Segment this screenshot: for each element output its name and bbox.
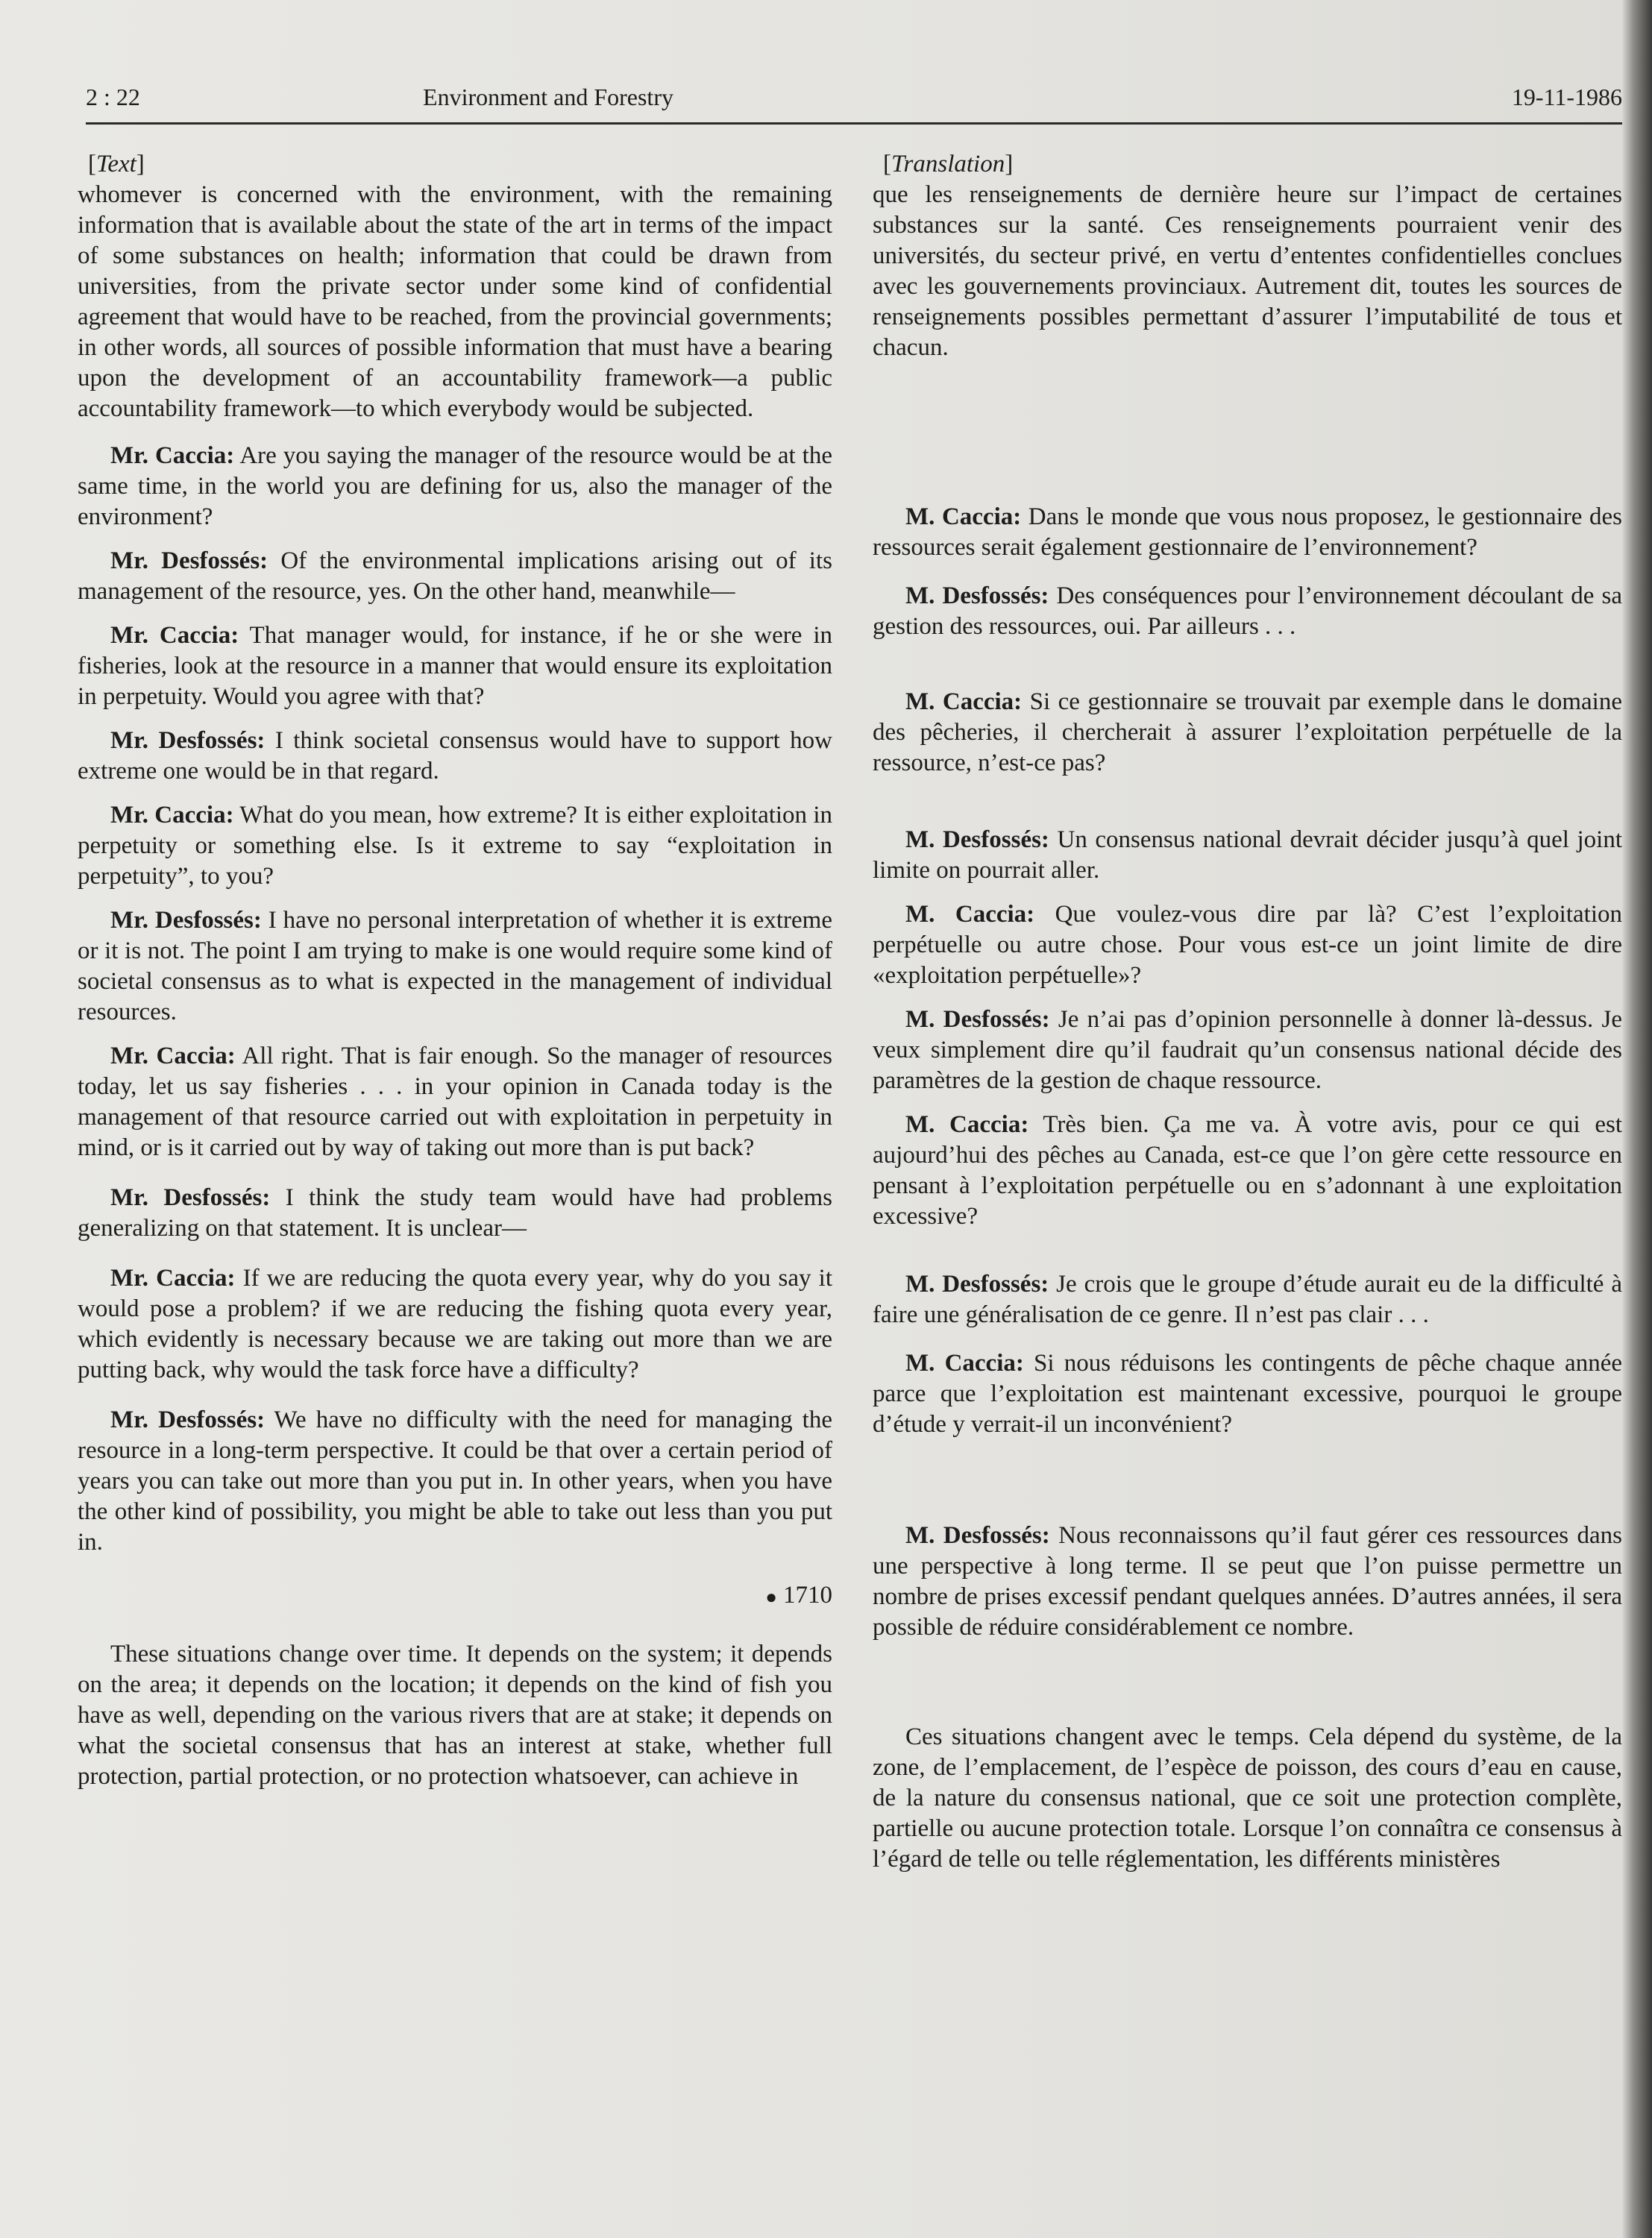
bullet-icon: ● xyxy=(765,1585,777,1608)
page-header xyxy=(86,84,1622,125)
language-label: [Translation] xyxy=(883,151,1014,177)
speech-text: That manager would, for instance, if he or she were in fisheries, look at the resource in a manner that would ensure its exploitation in perpetuity. Would you agree with that? xyxy=(78,622,832,710)
speaker-name: Mr. Caccia: xyxy=(110,442,235,469)
speaker-name: M. Desfossés: xyxy=(905,826,1049,853)
speaker-name: Mr. Desfossés: xyxy=(110,727,266,754)
exchange-paragraph xyxy=(873,1269,1622,1330)
speaker-name: M. Desfossés: xyxy=(905,582,1049,609)
exchange-paragraph xyxy=(873,1110,1622,1232)
speech-text: Un consensus national devrait décider jusqu’à quel joint limite on pourrait aller. xyxy=(873,826,1623,884)
speech-text: What do you mean, how extreme? It is either exploitation in perpetuity or something else. Is it extreme to say “exploitation in perpetuity”, to you? xyxy=(78,802,832,890)
speech-text: I think societal consensus would have to support how extreme one would be in that regard. xyxy=(78,727,832,785)
speech-text: Of the environmental implications arising out of its management of the resource, yes. On the other hand, meanwhile— xyxy=(78,547,832,605)
exchange-paragraph xyxy=(78,1263,832,1386)
speaker-name: M. Desfossés: xyxy=(905,1522,1050,1549)
speech-text: Je crois que le groupe d’étude aurait eu de la difficulté à faire une généralisation de ce genre. Il n’est pas clair . . . xyxy=(873,1271,1622,1328)
speaker-name: Mr. Caccia: xyxy=(110,1043,236,1069)
exchange-paragraph xyxy=(78,726,832,787)
exchange-paragraph xyxy=(873,687,1622,779)
speech-text: Que voulez-vous dire par là? C’est l’exploitation perpétuelle ou autre chose. Pour vous est-ce un joint limite de dire «exploitation perpétuelle»? xyxy=(873,901,1622,989)
speech-text: Are you saying the manager of the resource would be at the same time, in the world you are defining for us, also the manager of the environment? xyxy=(78,442,832,530)
exchange-paragraph xyxy=(78,546,832,607)
exchange-paragraph xyxy=(873,581,1622,642)
exchange-paragraph xyxy=(873,899,1622,991)
speech-text: Dans le monde que vous nous proposez, le gestionnaire des ressources serait également gestionnaire de l’environnement? xyxy=(873,503,1622,561)
page-binding-shadow xyxy=(1622,0,1652,2238)
time-marker: ● 1710 xyxy=(765,1582,832,1609)
speech-text: Très bien. Ça me va. À votre avis, pour ce qui est aujourd’hui des pêches au Canada, est-ce que l’on gère cette ressource en pensant à l’exploitation perpétuelle ou en s’adonnant à une exploitation excessive? xyxy=(873,1111,1622,1230)
exchange-paragraph xyxy=(78,800,832,892)
language-label: [Text] xyxy=(88,151,145,177)
speaker-name: Mr. Desfossés: xyxy=(110,1184,271,1211)
english-column xyxy=(78,149,832,1792)
speech-text: I have no personal interpretation of whether it is extreme or it is not. The point I am trying to make is one would require some kind of societal consensus as to what is expected in the management of individual resources. xyxy=(78,907,832,1025)
exchange-paragraph xyxy=(873,1521,1622,1643)
exchange-paragraph xyxy=(873,825,1622,886)
page-number: 2 : 22 xyxy=(86,84,140,110)
running-title: Environment and Forestry xyxy=(423,84,673,110)
speech-text: We have no difficulty with the need for managing the resource in a long-term perspective. It could be that over a certain period of years you can take out more than you put in. In other years, when you have the other kind of possibility, you might be able to take out less than you put in. xyxy=(78,1406,832,1556)
speaker-name: Mr. Desfossés: xyxy=(110,547,268,574)
exchange-paragraph xyxy=(78,905,832,1028)
speaker-name: M. Caccia: xyxy=(905,1350,1024,1377)
exchange-paragraph xyxy=(873,1005,1622,1096)
speaker-name: M. Caccia: xyxy=(905,901,1035,928)
header-rule xyxy=(86,122,1622,125)
exchange-paragraph xyxy=(78,1405,832,1558)
intro-paragraph: que les renseignements de dernière heure sur l’impact de certaines substances sur la santé. Ces renseignements pourraient venir des universités, du secteur privé, en vertu d’ententes confidentielles conclues avec les gouvernements provinciaux. Autrement dit, toutes les sources de renseignements possibles permettant d’assurer l’imputabilité de tous et chacun. xyxy=(873,181,1622,361)
speaker-name: M. Caccia: xyxy=(905,1111,1029,1138)
french-column xyxy=(873,149,1622,1875)
speech-text: I think the study team would have had problems generalizing on that statement. It is unclear— xyxy=(78,1184,832,1242)
speech-text: Je n’ai pas d’opinion personnelle à donner là-dessus. Je veux simplement dire qu’il faudrait qu’un consensus national décide des paramètres de la gestion de chaque ressource. xyxy=(873,1006,1622,1094)
speech-text: Si nous réduisons les contingents de pêche chaque année parce que l’exploitation est maintenant excessive, pourquoi le groupe d’étude y verrait-il un inconvénient? xyxy=(873,1350,1623,1438)
exchange-paragraph xyxy=(78,1183,832,1244)
speaker-name: M. Caccia: xyxy=(905,503,1022,530)
exchange-paragraph xyxy=(873,502,1622,563)
speaker-name: Mr. Desfossés: xyxy=(110,1406,266,1433)
speaker-name: M. Desfossés: xyxy=(905,1271,1049,1298)
speech-text: Si ce gestionnaire se trouvait par exemple dans le domaine des pêcheries, il chercherait à assurer l’exploitation perpétuelle de la ressource, n’est-ce pas? xyxy=(873,688,1622,776)
speech-text: All right. That is fair enough. So the manager of resources today, let us say fisheries . . . in your opinion in Canada today is the management of that resource carried out with exploitation in perpetuity in mind, or is it carried out by way of taking out more than is put back? xyxy=(78,1043,832,1161)
speech-text: Nous reconnaissons qu’il faut gérer ces ressources dans une perspective à long terme. Il se peut que l’on puisse permettre un nombre de prises excessif pendant quelques années. D’autres années, il sera possible de réduire considérablement ce nombre. xyxy=(873,1522,1622,1641)
exchange-paragraph xyxy=(873,1348,1622,1440)
speaker-name: M. Desfossés: xyxy=(905,1006,1050,1033)
exchange-paragraph xyxy=(78,441,832,532)
speaker-name: M. Caccia: xyxy=(905,688,1023,715)
exchange-paragraph xyxy=(78,620,832,712)
speaker-name: Mr. Caccia: xyxy=(110,802,234,829)
intro-paragraph: whomever is concerned with the environment, with the remaining information that is available about the state of the art in terms of the impact of some substances on health; information that could be drawn from universities, from the private sector under some kind of confidential agreement that would have to be reached, from the provincial governments; in other words, all sources of possible information that must have a bearing upon the development of an accountability framework—a public accountability framework—to which everybody would be subjected. xyxy=(78,181,832,422)
closing-paragraph: These situations change over time. It depends on the system; it depends on the area; it depends on the location; it depends on the kind of fish you have as well, depending on the various rivers that are at stake; it depends on what the societal consensus that has an interest at stake, whether full protection, partial protection, or no protection whatsoever, can achieve in xyxy=(78,1640,832,1790)
speech-text: If we are reducing the quota every year, why do you say it would pose a problem? if we are reducing the fishing quota every year, which evidently is necessary because we are taking out more than we are putting back, why would the task force have a difficulty? xyxy=(78,1265,832,1383)
speaker-name: Mr. Caccia: xyxy=(110,622,239,649)
speaker-name: Mr. Caccia: xyxy=(110,1265,236,1292)
exchange-paragraph xyxy=(78,1041,832,1163)
closing-paragraph: Ces situations changent avec le temps. Cela dépend du système, de la zone, de l’emplacement, de l’espèce de poisson, des cours d’eau en cause, de la nature du consensus national, que ce soit une protection complète, partielle ou aucune protection totale. Lorsque l’on connaîtra ce consensus à l’égard de telle ou telle réglementation, les différents ministères xyxy=(873,1723,1622,1873)
speaker-name: Mr. Desfossés: xyxy=(110,907,262,934)
speech-text: Des conséquences pour l’environnement découlant de sa gestion des ressources, oui. Par ailleurs . . . xyxy=(873,582,1622,640)
page-date: 19-11-1986 xyxy=(1511,84,1622,110)
